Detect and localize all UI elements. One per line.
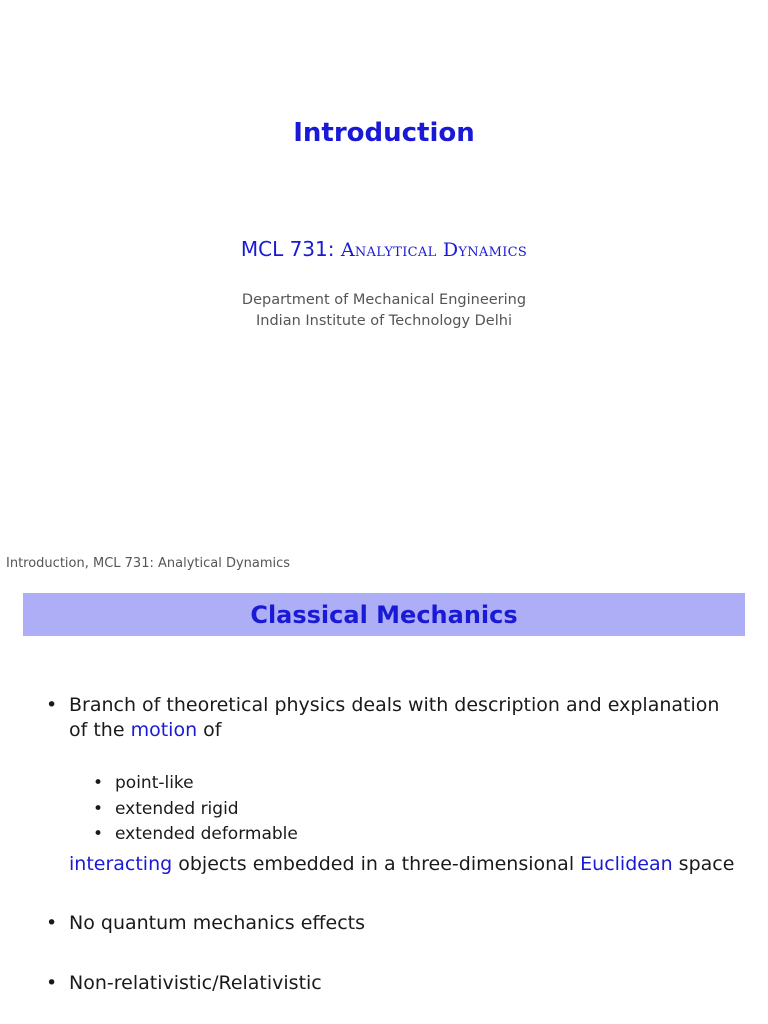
bullet-dot-icon: • [46,972,58,994]
institute-name: Indian Institute of Technology Delhi [256,313,512,329]
text-segment: space [672,853,735,875]
bullet-dot-icon: • [46,694,58,716]
bullet-text: No quantum mechanics effects [69,912,366,934]
department-name: Department of Mechanical Engineering [241,292,527,308]
text-segment: objects embedded in a three-dimensional [172,853,581,875]
text-segment: of the [69,719,131,741]
sub-item-text: extended deformable [115,824,298,844]
affiliation [0,290,768,332]
frame-title-bar [23,593,745,636]
bullet-dot-icon: • [46,912,58,934]
text-segment: of [197,719,222,741]
slide-caption: Introduction, MCL 731: Analytical Dynamics [6,556,291,571]
highlight-term: motion [130,719,198,741]
course-name: Analytical Dynamics [340,239,528,261]
highlight-term: interacting [69,853,173,875]
slide-title: Introduction [293,118,475,148]
sub-item-text: point-like [115,773,194,793]
highlight-term: Euclidean [580,853,673,875]
frame-title: Classical Mechanics [250,600,518,629]
bullet-dot-icon: • [93,824,104,844]
continuation-line [69,852,734,877]
bullet-text: Branch of theoretical physics deals with description and explanation [69,694,720,716]
course-code: MCL 731: [240,237,335,261]
course-title [0,237,768,261]
bullet-dot-icon: • [93,799,104,819]
sub-item-text: extended rigid [115,799,239,819]
bullet-text-continuation [69,718,221,743]
bullet-text: Non-relativistic/Relativistic [69,972,322,994]
bullet-dot-icon: • [93,773,104,793]
